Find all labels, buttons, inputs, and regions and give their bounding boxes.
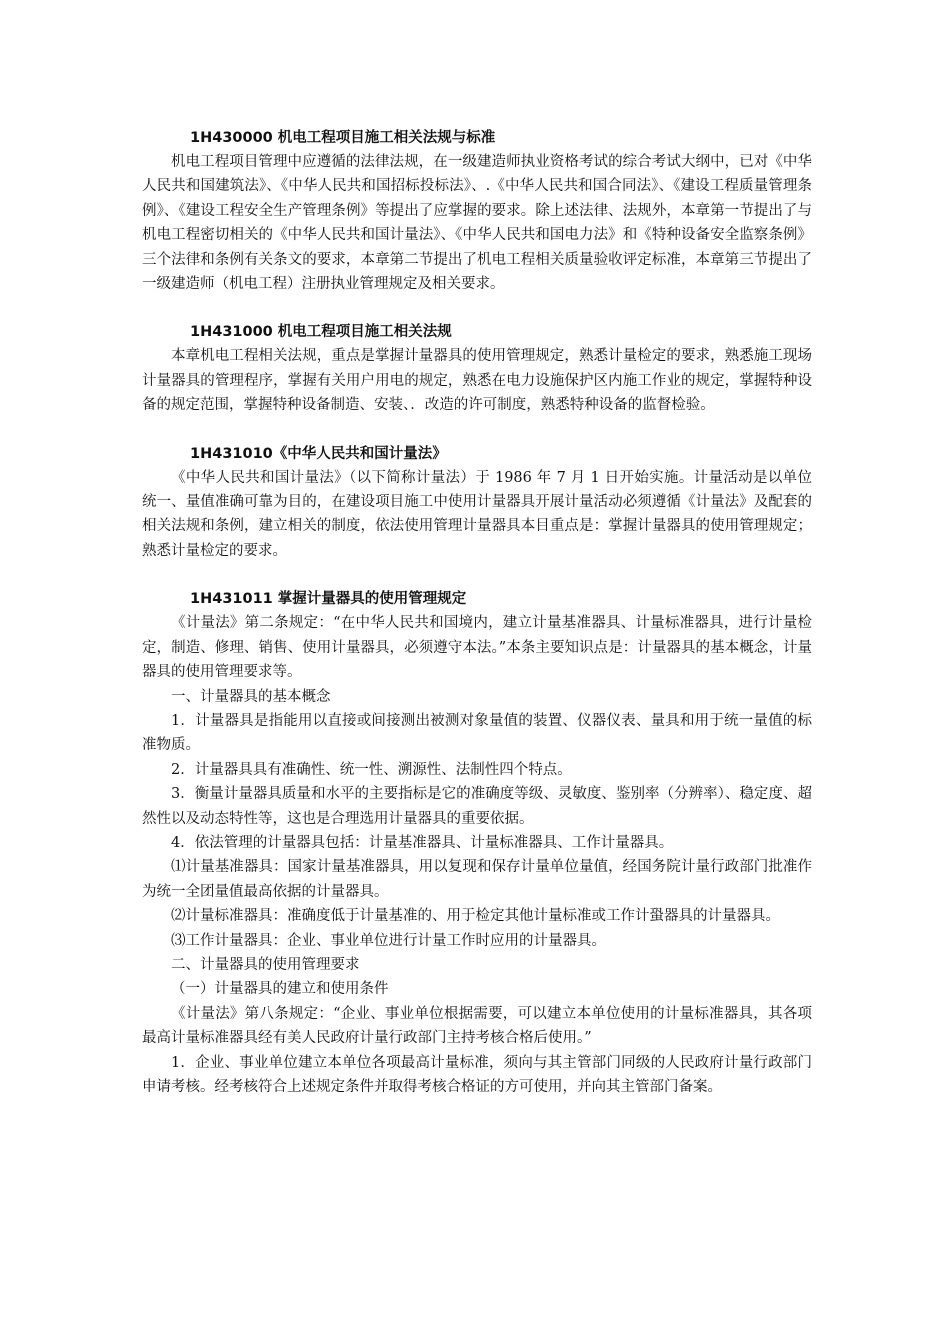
paragraph: 《计量法》第二条规定：“在中华人民共和国境内，建立计量基准器具、计量标准器具，进行计量检定，制造、修理、销售、使用计量器具，必须遵守本法。”本条主要知识点是：计量器具的基本概念，计量器具的使用管理要求等。 xyxy=(142,615,812,681)
section-heading-1h431010: 1H431010《中华人民共和国计量法》 xyxy=(190,445,447,462)
document-body xyxy=(142,126,812,1099)
section-heading-1h431011: 1H431011 掌握计量器具的使用管理规定 xyxy=(190,591,467,608)
section-heading-1h430000: 1H430000 机电工程项目施工相关法规与标准 xyxy=(190,130,496,146)
section-heading-1h431000: 1H431000 机电工程项目施工相关法规 xyxy=(190,324,452,341)
section-gap xyxy=(142,418,812,442)
subheading: （一）计量器具的建立和使用条件 xyxy=(171,981,389,998)
subheading: 一、计量器具的基本概念 xyxy=(171,688,331,705)
list-item: 1．计量器具是指能用以直接或间接测出被测对象量值的装置、仪器仪表、量具和用于统一量值的标准物质。 xyxy=(142,712,812,754)
section-gap xyxy=(142,296,812,320)
list-item: ⑴计量基准器具：国家计量基准器具，用以复现和保存计量单位量值，经国务院计量行政部门批准作为统一全团量值最高依据的计量器具。 xyxy=(142,859,812,900)
list-item: 2．计量器具具有准确性、统一性、溯源性、法制性四个特点。 xyxy=(171,761,572,778)
list-item: ⑵计量标准器具：准确度低于计量基准的、用于检定其他计量标准或工作计蛩器具的计量器具。 xyxy=(171,908,780,925)
list-item: ⑶工作计量器具：企业、事业单位进行计量工作时应用的计量器具。 xyxy=(171,932,606,949)
paragraph: 本章机电工程相关法规，重点是掌握计量器具的使用管理规定，熟悉计量检定的要求，熟悉施工现场计量器具的管理程序，掌握有关用户用电的规定，熟悉在电力设施保护区内施工作业的规定，掌握特种设备的规定范围，掌握特种设备制造、安装、．改造的许可制度，熟悉特种设备的监督检验。 xyxy=(142,348,812,414)
list-item: 4．依法管理的计量器具包括：计量基准器具、计量标准器具、工作计量器具。 xyxy=(171,834,674,851)
paragraph: 《计量法》第八条规定：“企业、事业单位根据需要，可以建立本单位使用的计量标准器具，其各项最高计量标准器具经有美人民政府计量行政部门主持考核合格后使用。” xyxy=(142,1005,812,1047)
paragraph: 《中华人民共和国计量法》（以下简称计量法）于 1986 年 7 月 1 日开始实施。计量活动是以单位统一、量值准确可靠为目的，在建设项目施工中使用计量器具开展计量活动必须遵循《计量法》及配套的相关法规和条例，建立相关的制度，依法使用管理计量器具本目重点是：掌握计量器具的使用管理规定；熟悉计量检定的要求。 xyxy=(142,469,812,559)
section-gap xyxy=(142,563,812,587)
paragraph: 机电工程项目管理中应遵循的法律法规，在一级建造师执业资格考试的综合考试大纲中，已对《中华人民共和国建筑法》、《中华人民共和国招标投标法》、.《中华人民共和国合同法》、《建设工程质量管理条例》、《建设工程安全生产管理条例》等提出了应掌握的要求。除上述法律、法规外，本章第一节提出了与机电工程密切相关的《中华人民共和国计量法》、《中华人民共和国电力法》和《特种设备安全监察条例》三个法律和条例有关条文的要求，本章第二节提出了机电工程相关质量验收评定标准，本章第三节提出了一级建造师（机电工程）注册执业管理规定及相关要求。 xyxy=(142,154,812,293)
list-item: 1．企业、事业单位建立本单位各项最高计量标准，须向与其主管部门同级的人民政府计量行政部门申请考核。经考核符合上述规定条件并取得考核合格证的方可使用，并向其主管部门备案。 xyxy=(142,1054,812,1095)
subheading: 二、计量器具的使用管理要求 xyxy=(171,956,360,973)
list-item: 3．衡量计量器具质量和水平的主要指标是它的准确度等级、灵敏度、鉴别率（分辨率）、稳定度、超然性以及动态特性等，这也是合理选用计量器具的重要依据。 xyxy=(142,786,812,827)
